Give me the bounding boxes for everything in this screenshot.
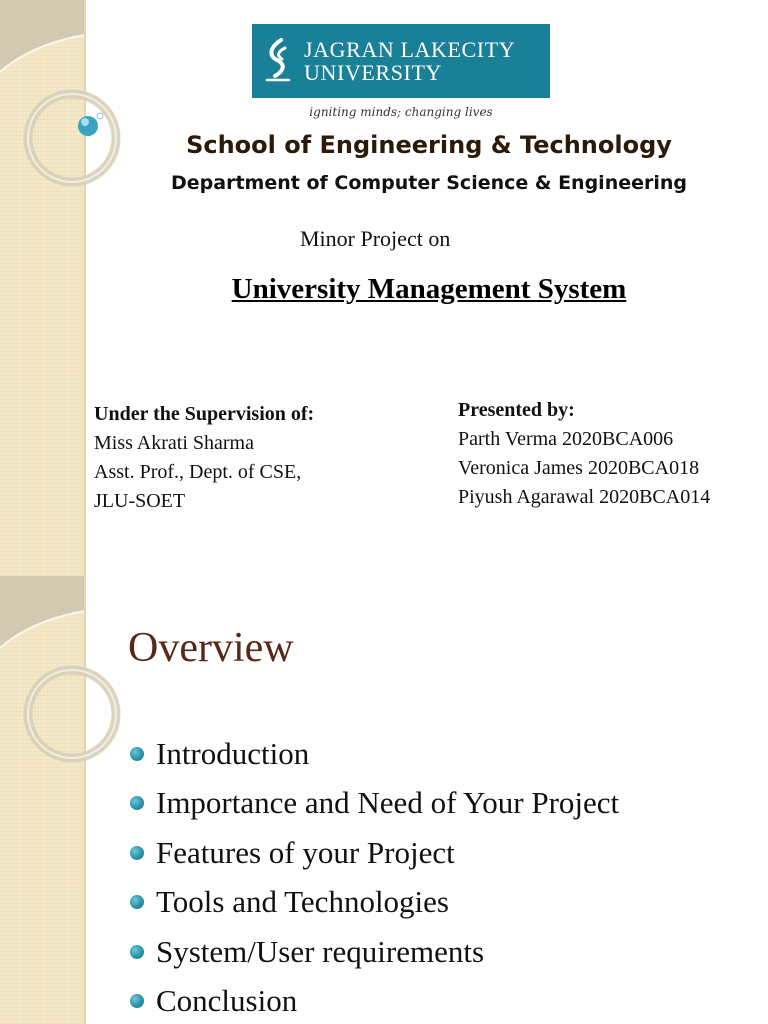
bullet-text: Tools and Technologies — [156, 884, 449, 920]
bullet-icon — [130, 994, 144, 1008]
logo-text — [304, 38, 515, 84]
list-item — [130, 927, 619, 977]
minor-project-label: Minor Project on — [300, 226, 451, 251]
bullet-icon — [130, 895, 144, 909]
logo-tagline: igniting minds; changing lives — [309, 105, 493, 119]
bullet-icon — [130, 796, 144, 810]
list-item — [130, 779, 619, 829]
university-logo — [252, 24, 550, 98]
list-item — [130, 828, 619, 878]
presenters-heading: Presented by: — [458, 399, 575, 421]
list-item — [130, 977, 619, 1024]
presenter-item: Veronica James 2020BCA018 — [458, 457, 700, 479]
presenter-item: Piyush Agarawal 2020BCA014 — [458, 486, 711, 508]
bullet-icon — [130, 945, 144, 959]
logo-line-1: JAGRAN LAKECITY — [304, 37, 516, 62]
bullet-text: System/User requirements — [156, 933, 485, 969]
project-title: University Management System — [231, 273, 627, 305]
list-item — [130, 878, 619, 928]
bullet-text: Introduction — [156, 735, 310, 771]
flame-logo-icon — [252, 24, 304, 98]
bullet-text: Features of your Project — [156, 834, 455, 870]
list-item — [130, 729, 619, 779]
overview-bullet-list — [130, 729, 619, 1024]
bullet-icon — [130, 846, 144, 860]
bullet-icon — [130, 747, 144, 761]
logo-line-2: UNIVERSITY — [304, 60, 442, 85]
supervision-block — [94, 400, 314, 516]
school-title: School of Engineering & Technology — [186, 131, 672, 159]
overview-title: Overview — [128, 625, 294, 671]
supervisor-name: Miss Akrati Sharma — [94, 432, 254, 454]
department-title: Department of Computer Science & Engineering — [171, 172, 687, 194]
supervision-heading: Under the Supervision of: — [94, 403, 315, 425]
presenters-block — [458, 396, 710, 512]
bullet-text: Importance and Need of Your Project — [156, 785, 620, 821]
bullet-text: Conclusion — [156, 983, 298, 1019]
decorative-rings — [0, 576, 140, 776]
supervisor-designation: Asst. Prof., Dept. of CSE, — [94, 461, 302, 483]
decorative-rings — [0, 0, 140, 200]
presenter-item: Parth Verma 2020BCA006 — [458, 428, 674, 450]
supervisor-institute: JLU-SOET — [94, 490, 186, 512]
overview-slide — [0, 576, 768, 1024]
